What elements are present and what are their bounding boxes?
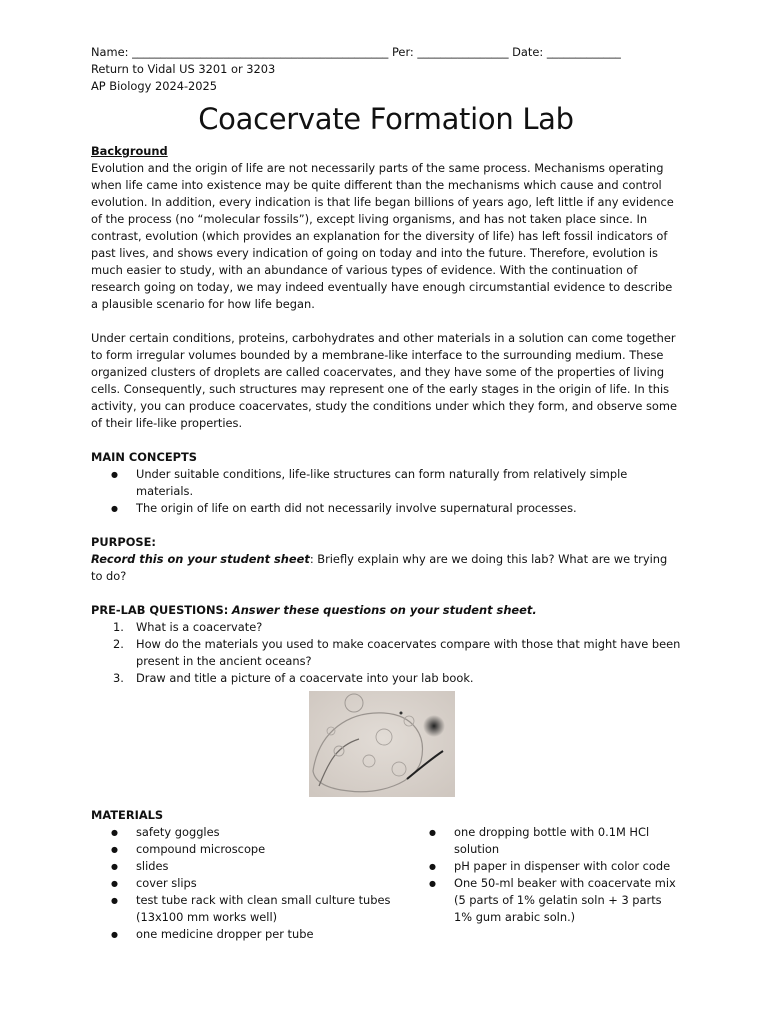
background-paragraph-2: Under certain conditions, proteins, carbohydrates and other materials in a solution can come together to form irregular volumes bounded by a membrane-like interface to the surrounding medium. These organized clusters of droplets are called coacervates, and they have some of the properties of living cells. Consequently, such structures may represent one of the early stages in the origin of life. In this activity, you can produce coacervates, study the conditions under which they form, and observe some of their life-like properties. xyxy=(91,331,678,430)
coacervate-micrograph-image xyxy=(309,691,455,797)
list-item: 2. How do the materials you used to make coacervates compare with those that might have been present in the ancient oceans? xyxy=(113,637,681,668)
list-item: ● compound microscope xyxy=(91,841,409,858)
materials-list-right xyxy=(409,824,681,943)
purpose-heading: PURPOSE: xyxy=(91,535,156,549)
main-concepts-list xyxy=(91,466,681,517)
list-item: ● one medicine dropper per tube xyxy=(91,926,409,943)
purpose-text xyxy=(91,551,681,585)
purpose-question: : Briefly explain why are we doing this lab? What are we trying to do? xyxy=(91,552,668,583)
list-item: 3. Draw and title a picture of a coacervate into your lab book. xyxy=(113,671,474,685)
list-item: 1. What is a coacervate? xyxy=(113,620,263,634)
list-item: ● one dropping bottle with 0.1M HCl solution xyxy=(409,824,681,858)
prelab-questions-list xyxy=(91,619,681,687)
name-per-date-line: Name: _____________________________________________ Per: ________________ Date: _____________ xyxy=(91,45,621,59)
prelab-heading: PRE-LAB QUESTIONS: xyxy=(91,603,229,617)
return-line: Return to Vidal US 3201 or 3203 xyxy=(91,62,276,76)
purpose-lead: Record this on your student sheet xyxy=(91,552,310,566)
list-item: ● slides xyxy=(91,858,409,875)
materials-list-left xyxy=(91,824,409,943)
background-heading: Background xyxy=(91,144,168,158)
prelab-instruction: Answer these questions on your student sheet. xyxy=(231,603,537,617)
list-item: ● One 50-ml beaker with coacervate mix (5 parts of 1% gelatin soln + 3 parts 1% gum arabic soln.) xyxy=(409,875,681,926)
list-item: ● The origin of life on earth did not necessarily involve supernatural processes. xyxy=(91,500,681,517)
materials-heading: MATERIALS xyxy=(91,808,164,822)
page-title: Coacervate Formation Lab xyxy=(198,102,574,136)
list-item: ● pH paper in dispenser with color code xyxy=(409,858,681,875)
list-item: ● cover slips xyxy=(91,875,409,892)
course-line: AP Biology 2024-2025 xyxy=(91,79,218,93)
main-concepts-heading: MAIN CONCEPTS xyxy=(91,450,197,464)
list-item: ● test tube rack with clean small culture tubes (13x100 mm works well) xyxy=(91,892,409,926)
materials-columns xyxy=(91,824,681,943)
list-item: ● Under suitable conditions, life-like structures can form naturally from relatively simple materials. xyxy=(91,466,681,500)
prelab-heading-line xyxy=(91,602,681,619)
document-page xyxy=(91,44,681,943)
list-item: ● safety goggles xyxy=(91,824,409,841)
background-paragraph-1: Evolution and the origin of life are not necessarily parts of the same process. Mechanisms operating when life came into existence may be quite different than the mechanisms which cause and control evolution. In addition, every indication is that life began billions of years ago, left little if any evidence of the process (no “molecular fossils”), except living organisms, and has not taken place since. In contrast, evolution (which provides an explanation for the diversity of life) has left fossil indicators of past lives, and shows every indication of going on today and into the future. Therefore, evolution is much easier to study, with an abundance of various types of evidence. With the continuation of research going on today, we may indeed eventually have enough circumstantial evidence to describe a plausible scenario for how life began. xyxy=(91,161,674,311)
